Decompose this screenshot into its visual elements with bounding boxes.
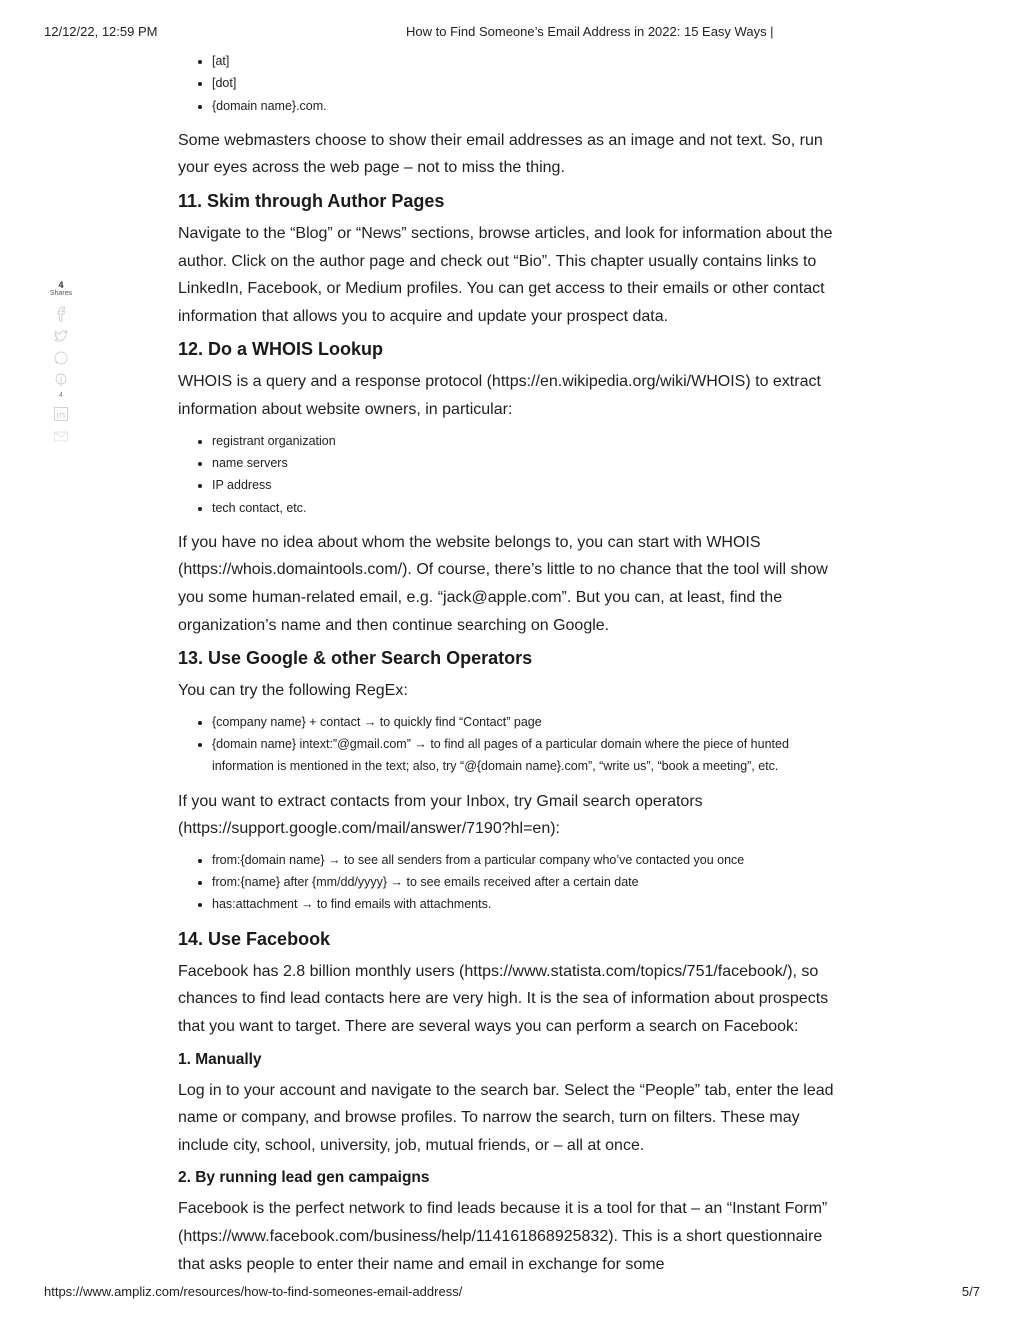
list-item: • from:{name} after {mm/dd/yyyy} → to see emails received after a certain date xyxy=(212,871,850,893)
list-item: • from:{domain name} → to see all senders from a particular company who’ve contacted you once xyxy=(212,849,850,871)
twitter-icon[interactable] xyxy=(53,328,69,344)
print-header xyxy=(0,24,1024,42)
facebook-icon[interactable] xyxy=(53,306,69,322)
pinterest-icon[interactable] xyxy=(53,372,69,388)
paragraph-lead-gen: Facebook is the perfect network to find leads because it is a tool for that – an “Instant Form” (https://www.facebook.com/business/help/114161868925832). This is a short questionnaire that asks people to enter their name and email in exchange for some xyxy=(178,1200,828,1273)
list-item: • IP address xyxy=(212,474,850,496)
paragraph-gmail: If you want to extract contacts from your Inbox, try Gmail search operators (https://support.google.com/mail/answer/7190?hl=en): xyxy=(178,792,703,838)
list-item: • [at] xyxy=(212,50,850,72)
list-item: • [dot] xyxy=(212,72,850,94)
share-label: Shares xyxy=(49,290,73,297)
print-datetime: 12/12/22, 12:59 PM xyxy=(44,24,158,39)
whatsapp-icon[interactable] xyxy=(53,350,69,366)
list-gmail-operators xyxy=(178,849,850,916)
list-item: • {domain name}.com. xyxy=(212,95,850,117)
list-item: • has:attachment → to find emails with attachments. xyxy=(212,893,850,915)
list-regex xyxy=(178,711,850,778)
list-email-format xyxy=(178,50,850,117)
subheading-manually: 1. Manually xyxy=(178,1050,262,1068)
article-body xyxy=(178,50,850,1284)
share-sidebar xyxy=(46,280,76,450)
heading-facebook: 14. Use Facebook xyxy=(178,928,331,949)
print-url: https://www.ampliz.com/resources/how-to-find-someones-email-address/ xyxy=(44,1284,463,1299)
share-count: 4 xyxy=(58,280,64,290)
list-item: • {company name} + contact → to quickly find “Contact” page xyxy=(212,711,850,733)
paragraph-facebook: Facebook has 2.8 billion monthly users (https://www.statista.com/topics/751/facebook/), so chances to find lead contacts here are very high. It is the sea of information about prospects that you want to target. There are several ways you can perform a search on Facebook: xyxy=(178,962,829,1035)
print-footer xyxy=(0,1284,1024,1302)
paragraph-author-pages: Navigate to the “Blog” or “News” sections, browse articles, and look for information about the author. Click on the author page and check out “Bio”. This chapter usually contains links to LinkedIn, Facebook, or Medium profiles. You can get access to their emails or other contact information that allows you to acquire and update your prospect data. xyxy=(178,225,833,325)
list-item: • tech contact, etc. xyxy=(212,497,850,519)
pin-count: 4 xyxy=(59,392,63,399)
heading-search-operators: 13. Use Google & other Search Operators xyxy=(178,648,533,669)
heading-author-pages: 11. Skim through Author Pages xyxy=(178,191,445,212)
list-item: • {domain name} intext:”@gmail.com” → to find all pages of a particular domain where the piece of hunted information is mentioned in the text; also, try “@{domain name}.com”, “write us”, “book a meeting”, etc. xyxy=(212,733,850,778)
email-icon[interactable] xyxy=(53,428,69,444)
paragraph-whois: WHOIS is a query and a response protocol (https://en.wikipedia.org/wiki/WHOIS) to extract information about website owners, in particular: xyxy=(178,373,821,419)
linkedin-icon[interactable] xyxy=(53,406,69,422)
paragraph-regex: You can try the following RegEx: xyxy=(178,682,408,700)
print-page-number: 5/7 xyxy=(961,1284,980,1299)
print-doc-title: How to Find Someone’s Email Address in 2022: 15 Easy Ways | xyxy=(406,24,774,39)
subheading-lead-gen: 2. By running lead gen campaigns xyxy=(178,1169,430,1187)
list-item: • name servers xyxy=(212,452,850,474)
paragraph-whois-start: If you have no idea about whom the website belongs to, you can start with WHOIS (https://whois.domaintools.com/). Of course, there’s little to no chance that the tool will show you some human-related email, e.g. “jack@apple.com”. But you can, at least, find the organization’s name and then continue searching on Google. xyxy=(178,533,828,634)
paragraph-manually: Log in to your account and navigate to the search bar. Select the “People” tab, enter the lead name or company, and browse profiles. To narrow the search, turn on filters. These may include city, school, university, job, mutual friends, or – all at once. xyxy=(178,1081,834,1154)
list-item: • registrant organization xyxy=(212,430,850,452)
list-whois xyxy=(178,430,850,519)
paragraph-email-image: Some webmasters choose to show their email addresses as an image and not text. So, run your eyes across the web page – not to miss the thing. xyxy=(178,131,823,177)
heading-whois: 12. Do a WHOIS Lookup xyxy=(178,339,384,360)
